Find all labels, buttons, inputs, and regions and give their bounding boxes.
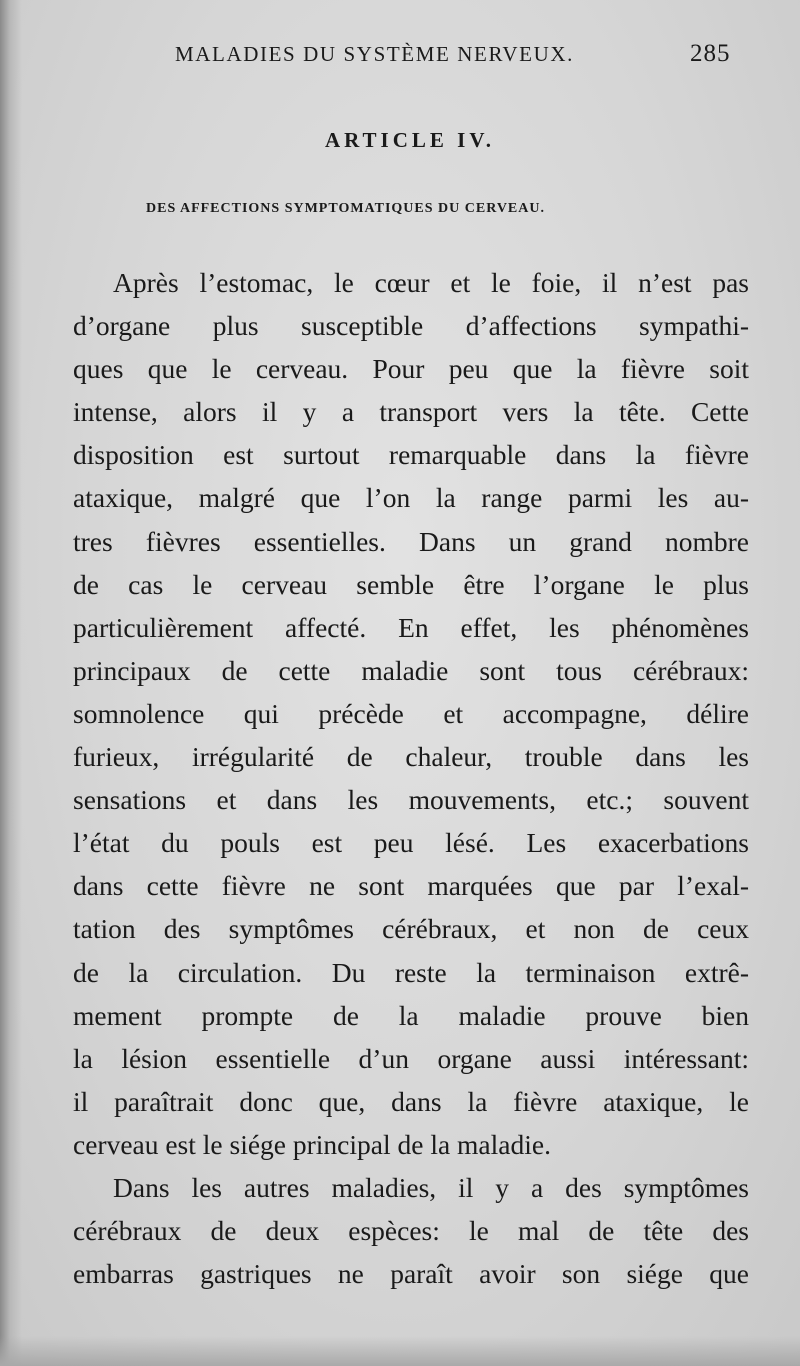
page-bottom-shadow: [0, 1336, 800, 1366]
text-line: d’organe plus susceptible d’affections sympathi-: [73, 310, 749, 342]
text-line: la lésion essentielle d’un organe aussi intéressant:: [73, 1042, 749, 1074]
text-line: intense, alors il y a transport vers la tête. Cette: [73, 396, 749, 428]
text-line: tation des symptômes cérébraux, et non de ceux: [73, 913, 749, 945]
article-heading: ARTICLE IV.: [324, 128, 496, 152]
text-line: disposition est surtout remarquable dans la fièvre: [73, 439, 749, 471]
text-line: mement prompte de la maladie prouve bien: [73, 999, 749, 1031]
page-gutter-shadow: [0, 0, 22, 1366]
text-line: ataxique, malgré que l’on la range parmi les au-: [73, 482, 749, 514]
text-line: de cas le cerveau semble être l’organe le plus: [73, 568, 749, 600]
text-line: dans cette fièvre ne sont marquées que par l’exal-: [73, 870, 749, 902]
text-line: embarras gastriques ne paraît avoir son siége que: [73, 1258, 749, 1290]
text-line: de la circulation. Du reste la terminaison extrê-: [73, 956, 749, 988]
text-line: principaux de cette maladie sont tous cérébraux:: [73, 654, 749, 686]
text-line: l’état du pouls est peu lésé. Les exacerbations: [73, 827, 749, 859]
text-line: tres fièvres essentielles. Dans un grand nombre: [73, 525, 749, 557]
text-line: cerveau est le siége principal de la maladie.: [73, 1128, 551, 1160]
text-line: furieux, irrégularité de chaleur, trouble dans les: [73, 741, 749, 773]
text-line: Dans les autres maladies, il y a des symptômes: [113, 1171, 749, 1203]
text-line: sensations et dans les mouvements, etc.; souvent: [73, 784, 749, 816]
text-line: particulièrement affecté. En effet, les phénomènes: [73, 611, 749, 643]
text-line: ques que le cerveau. Pour peu que la fièvre soit: [73, 353, 749, 385]
text-line: il paraîtrait donc que, dans la fièvre ataxique, le: [73, 1085, 749, 1117]
page-number: 285: [690, 40, 731, 67]
text-line: cérébraux de deux espèces: le mal de tête des: [73, 1215, 749, 1247]
text-line: somnolence qui précède et accompagne, délire: [73, 697, 749, 729]
running-title: MALADIES DU SYSTÈME NERVEUX.: [175, 42, 574, 66]
article-subtitle: DES AFFECTIONS SYMPTOMATIQUES DU CERVEAU.: [146, 201, 545, 216]
body-text: [73, 261, 749, 1295]
text-line: Après l’estomac, le cœur et le foie, il n’est pas: [113, 267, 749, 298]
